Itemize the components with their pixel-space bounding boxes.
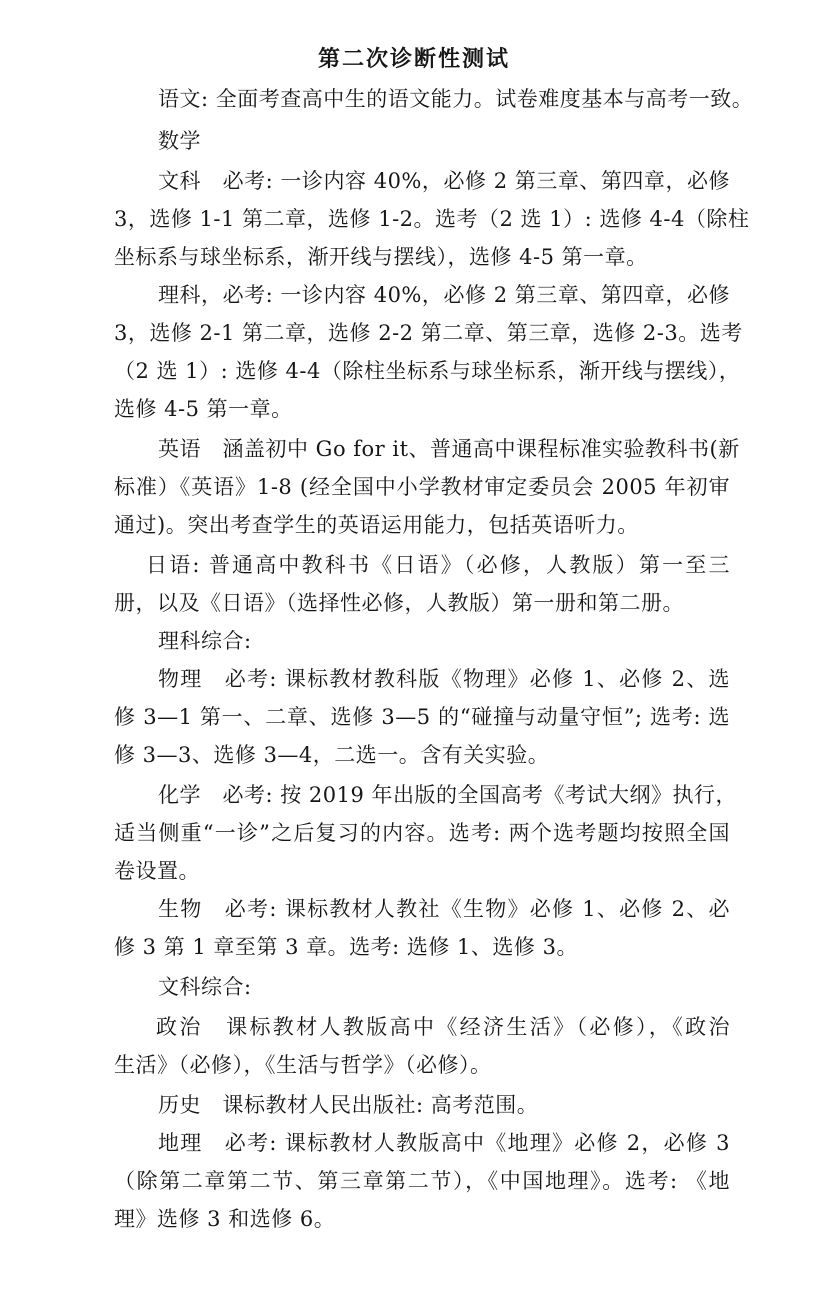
text-line: 日语: 普通高中教科书《日语》（必修，人教版）第一至三 [146,553,730,577]
text-line: 卷设置。 [114,859,200,883]
text-line: 物理 必考: 课标教材教科版《物理》必修 1、必修 2、选 [158,667,730,691]
text-line: 册，以及《日语》（选择性必修，人教版）第一册和第二册。 [114,591,684,615]
text-line: 修 3 第 1 章至第 3 章。选考: 选修 1、选修 3。 [114,935,578,959]
text-line: 数学 [158,129,201,153]
text-line: 理》选修 3 和选修 6。 [114,1207,336,1231]
text-line: 坐标系与球坐标系，渐开线与摆线），选修 4-5 第一章。 [114,245,648,269]
text-line: 化学 必考: 按 2019 年出版的全国高考《考试大纲》执行， [158,783,738,807]
text-line: 标准）《英语》1-8 (经全国中小学教材审定委员会 2005 年初审 [114,475,730,499]
text-line: 3，选修 2-1 第二章，选修 2-2 第二章、第三章，选修 2-3。选考 [114,321,743,345]
text-line: 理科，必考: 一诊内容 40%，必修 2 第三章、第四章，必修 [158,283,730,307]
text-line: 通过)。突出考查学生的英语运用能力，包括英语听力。 [114,513,639,537]
text-line: 文科综合: [158,975,252,999]
text-line: 生物 必考: 课标教材人教社《生物》必修 1、必修 2、必 [158,897,730,921]
text-line: 语文: 全面考查高中生的语文能力。试卷难度基本与高考一致。 [158,87,754,111]
text-line: 英语 涵盖初中 Go for it、普通高中课程标准实验教科书(新 [158,437,740,461]
text-line: 生活》（必修），《生活与哲学》（必修）。 [114,1053,492,1077]
text-line: 适当侧重“一诊”之后复习的内容。选考: 两个选考题均按照全国 [114,821,730,845]
text-line: （除第二章第二节、第三章第二节），《中国地理》。选考: 《地 [114,1169,730,1193]
text-line: 历史 课标教材人民出版社: 高考范围。 [158,1093,539,1117]
text-line: 3，选修 1-1 第二章，选修 1-2。选考（2 选 1）: 选修 4-4（除柱 [114,207,750,231]
text-line: 修 3—3、选修 3—4，二选一。含有关实验。 [114,743,550,767]
text-line: 文科 必考: 一诊内容 40%，必修 2 第三章、第四章，必修 [158,169,730,193]
text-line: 政治 课标教材人教版高中《经济生活》（必修），《政治 [156,1015,730,1039]
document-title: 第二次诊断性测试 [317,46,510,72]
text-line: 理科综合: [158,629,252,653]
text-line: （2 选 1）: 选修 4-4（除柱坐标系与球坐标系，渐开线与摆线）， [114,359,741,383]
text-line: 修 3—1 第一、二章、选修 3—5 的“碰撞与动量守恒”; 选考: 选 [114,705,730,729]
text-line: 地理 必考: 课标教材人教版高中《地理》必修 2，必修 3 [158,1131,730,1155]
text-line: 选修 4-5 第一章。 [114,397,293,421]
